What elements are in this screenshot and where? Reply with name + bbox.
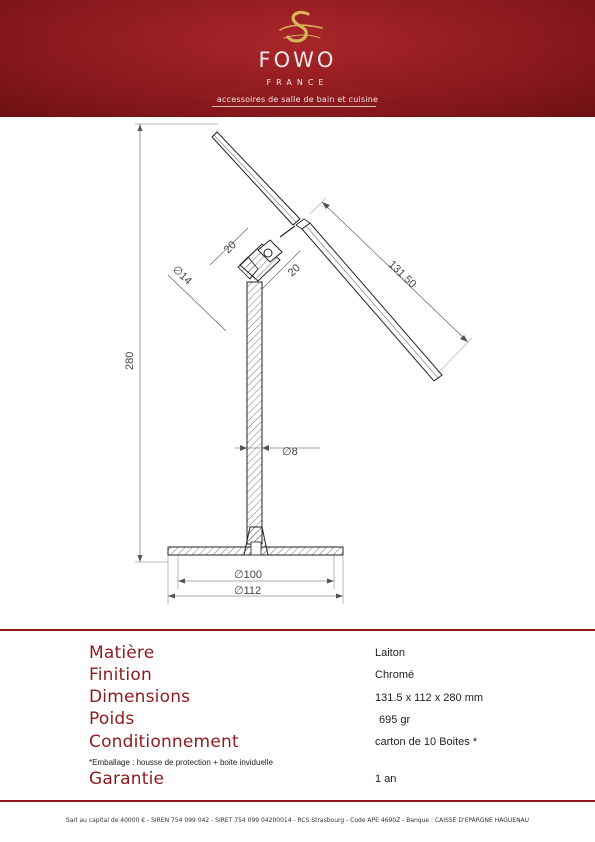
brand-tagline: accessoires de salle de bain et cuisine	[216, 95, 379, 104]
divider-bottom	[0, 800, 595, 802]
spec-label-garantie: Garantie	[89, 769, 165, 789]
packaging-note: *Emballage : housse de protection + boite inviduelle	[89, 758, 273, 767]
brand-country: FRANCE	[266, 78, 329, 87]
height-dimension	[124, 124, 218, 562]
base-plate	[168, 527, 343, 555]
joint-a-label: 20	[221, 239, 239, 257]
stem	[235, 282, 320, 544]
spec-label-poids: Poids	[89, 709, 135, 729]
tagline-underline	[212, 106, 376, 107]
base-dimensions	[168, 555, 343, 604]
stem-diameter-label: ∅8	[282, 446, 298, 458]
logo-icon	[270, 8, 330, 48]
spec-value-garantie: 1 an	[375, 773, 397, 785]
mirror-length-label: 131.50	[385, 258, 419, 291]
header-banner	[0, 0, 595, 117]
base-outer-label: ∅112	[234, 585, 262, 597]
spec-label-finition: Finition	[89, 665, 152, 685]
mirror-length-dimension	[310, 198, 472, 373]
spec-value-matiere: Laiton	[375, 647, 405, 659]
joint-diameter-label: ∅14	[169, 263, 194, 288]
spec-value-poids: 695 gr	[379, 714, 411, 726]
base-inner-label: ∅100	[234, 569, 262, 581]
swivel-joint	[238, 240, 282, 281]
spec-label-matiere: Matière	[89, 643, 155, 663]
height-label: 280	[124, 351, 136, 370]
spec-label-conditionnement: Conditionnement	[89, 732, 239, 752]
joint-b-label: 20	[285, 262, 303, 280]
brand-name: FOWO	[258, 48, 337, 72]
spec-value-dimensions: 131.5 x 112 x 280 mm	[375, 692, 484, 704]
joint-dimensions	[168, 228, 303, 331]
technical-drawing	[0, 117, 595, 627]
spec-value-conditionnement: carton de 10 Boites *	[375, 736, 478, 748]
spec-label-dimensions: Dimensions	[89, 687, 191, 707]
divider-top	[0, 629, 595, 631]
spec-value-finition: Chromé	[375, 669, 415, 681]
legal-footer: Sarl au capital de 40000 € - SIREN 754 099 042 - SIRET 754 099 04200014 - RCS Strasbourg - Code APE 4690Z - Banque : CAISSE D'EPARGNE HAGUENAU	[65, 817, 530, 824]
